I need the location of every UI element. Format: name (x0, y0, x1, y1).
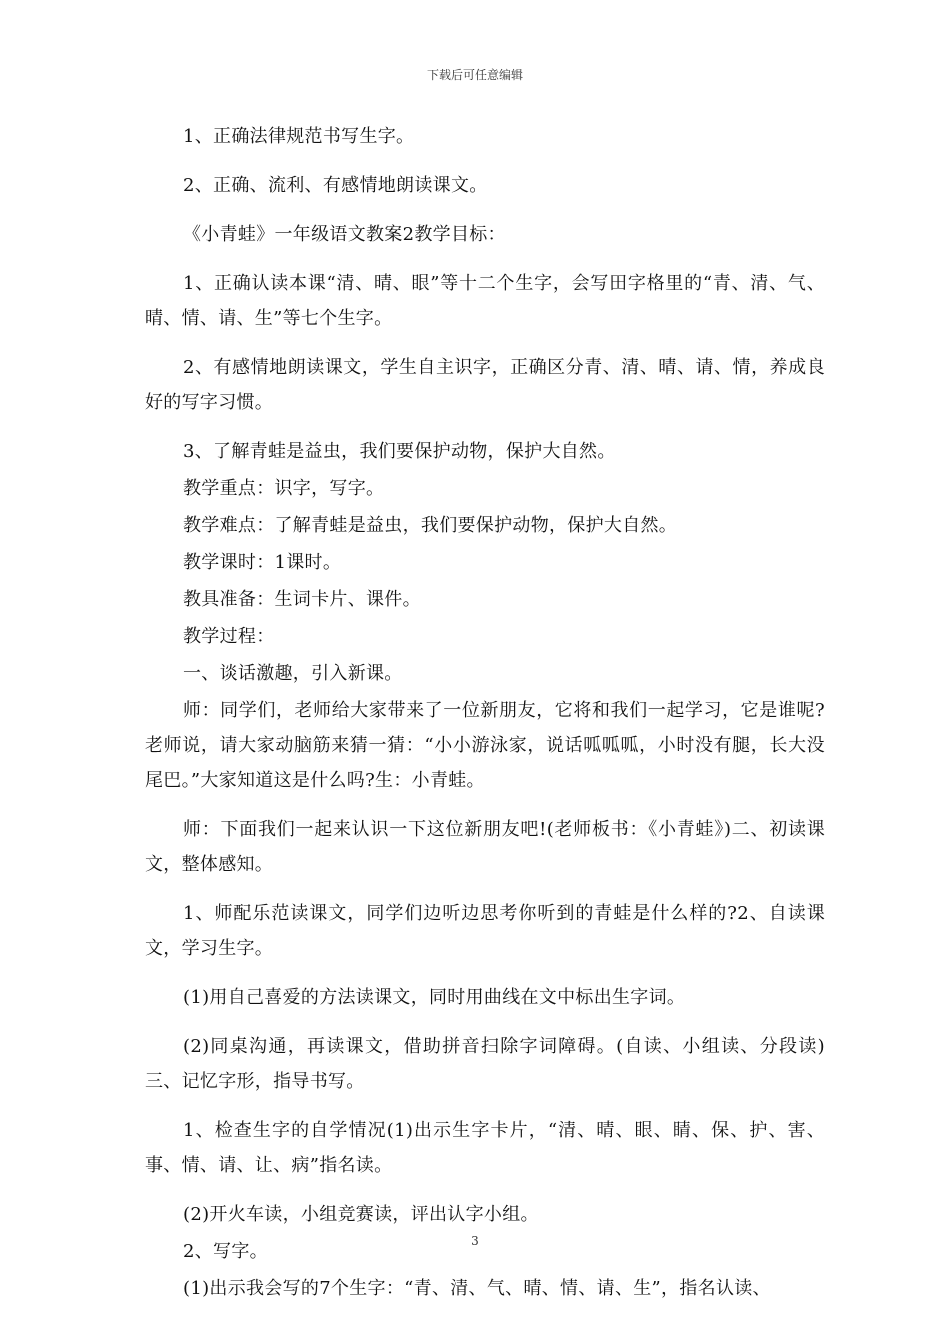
paragraph: 2、写字。 (183, 1241, 268, 1262)
paragraph: 《小青蛙》一年级语文教案2教学目标： (183, 224, 506, 245)
paragraph: 教学难点：了解青蛙是益虫，我们要保护动物，保护大自然。 (183, 515, 678, 536)
paragraph: 教学课时：1课时。 (183, 552, 342, 573)
paragraph: 2、正确、流利、有感情地朗读课文。 (183, 175, 488, 196)
paragraph: 教学重点：识字，写字。 (183, 478, 385, 499)
paragraph: 一、谈话激趣，引入新课。 (183, 663, 403, 684)
paragraph: 师：下面我们一起来认识一下这位新朋友吧!(老师板书：《小青蛙》)二、初读课文，整体感知。 (145, 819, 825, 875)
paragraph: 1、正确认读本课“清、晴、眼”等十二个生字，会写田字格里的“青、清、气、晴、情、请、生”等七个生字。 (145, 273, 825, 329)
paragraph: 1、检查生字的自学情况(1)出示生字卡片，“清、晴、眼、睛、保、护、害、事、情、请、让、病”指名读。 (145, 1120, 825, 1176)
paragraph: 师：同学们，老师给大家带来了一位新朋友，它将和我们一起学习，它是谁呢?老师说，请大家动脑筋来猜一猜：“小小游泳家，说话呱呱呱，小时没有腿，长大没尾巴。”大家知道这是什么吗?生：小青蛙。 (145, 700, 825, 791)
paragraph: 1、正确法律规范书写生字。 (183, 126, 415, 147)
paragraph: (1)用自己喜爱的方法读课文，同时用曲线在文中标出生字词。 (183, 987, 686, 1008)
page-number: 3 (471, 1234, 479, 1248)
paragraph: (1)出示我会写的7个生字：“青、清、气、晴、情、请、生”，指名认读、 (183, 1278, 771, 1299)
page-header: 下载后可任意编辑 (426, 68, 523, 82)
paragraph: (2)开火车读，小组竞赛读，评出认字小组。 (183, 1204, 539, 1225)
paragraph: 1、师配乐范读课文，同学们边听边思考你听到的青蛙是什么样的?2、自读课文，学习生字。 (145, 903, 825, 959)
paragraph: 教具准备：生词卡片、课件。 (183, 589, 421, 610)
paragraph: 教学过程： (183, 626, 275, 647)
paragraph: (2)同桌沟通，再读课文，借助拼音扫除字词障碍。(自读、小组读、分段读)三、记忆字形，指导书写。 (145, 1036, 825, 1092)
paragraph: 3、了解青蛙是益虫，我们要保护动物，保护大自然。 (183, 441, 616, 462)
document-body (145, 119, 825, 1320)
paragraph: 2、有感情地朗读课文，学生自主识字，正确区分青、清、晴、请、情，养成良好的写字习惯。 (145, 357, 825, 413)
